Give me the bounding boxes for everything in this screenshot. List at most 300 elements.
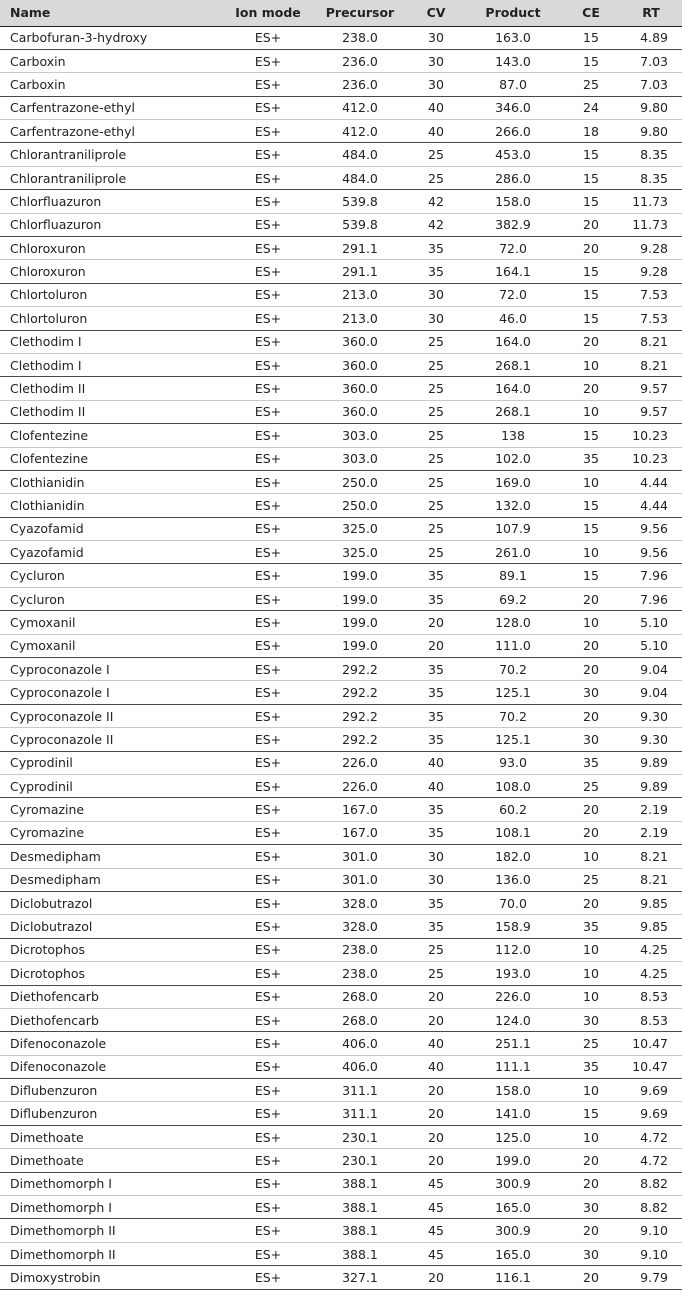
- table-row: [0, 260, 682, 283]
- cell-ion-mode: ES+: [224, 26, 312, 49]
- cell-name: Cycluron: [0, 564, 224, 587]
- cell-rt: 10.23: [620, 424, 682, 447]
- cell-precursor: 230.1: [312, 1125, 408, 1148]
- cell-name: Cyromazine: [0, 798, 224, 821]
- cell-ion-mode: ES+: [224, 49, 312, 72]
- cell-name: Cyproconazole II: [0, 728, 224, 751]
- cell-name: Difenoconazole: [0, 1032, 224, 1055]
- cell-ion-mode: ES+: [224, 447, 312, 470]
- table-row: [0, 821, 682, 844]
- cell-product: 102.0: [464, 447, 562, 470]
- cell-cv: 40: [408, 1032, 464, 1055]
- table-row: [0, 1219, 682, 1242]
- cell-product: 182.0: [464, 845, 562, 868]
- cell-cv: 40: [408, 1055, 464, 1078]
- cell-ce: 20: [562, 377, 620, 400]
- table-row: [0, 1125, 682, 1148]
- cell-name: Dicrotophos: [0, 938, 224, 961]
- cell-rt: 4.25: [620, 962, 682, 985]
- cell-ion-mode: ES+: [224, 891, 312, 914]
- cell-rt: 2.19: [620, 821, 682, 844]
- cell-cv: 25: [408, 400, 464, 423]
- cell-product: 268.1: [464, 400, 562, 423]
- table-row: [0, 634, 682, 657]
- cell-ce: 20: [562, 213, 620, 236]
- table-row: [0, 891, 682, 914]
- cell-ion-mode: ES+: [224, 166, 312, 189]
- table-row: [0, 190, 682, 213]
- cell-ce: 30: [562, 728, 620, 751]
- cell-precursor: 230.1: [312, 1149, 408, 1172]
- cell-product: 193.0: [464, 962, 562, 985]
- cell-precursor: 292.2: [312, 728, 408, 751]
- cell-ion-mode: ES+: [224, 962, 312, 985]
- cell-ion-mode: ES+: [224, 938, 312, 961]
- cell-rt: 9.56: [620, 541, 682, 564]
- cell-product: 108.1: [464, 821, 562, 844]
- cell-product: 268.1: [464, 353, 562, 376]
- cell-cv: 30: [408, 283, 464, 306]
- cell-ion-mode: ES+: [224, 1102, 312, 1125]
- cell-precursor: 199.0: [312, 587, 408, 610]
- cell-ce: 30: [562, 1196, 620, 1219]
- cell-rt: 2.19: [620, 798, 682, 821]
- cell-product: 165.0: [464, 1242, 562, 1265]
- cell-name: Chlorfluazuron: [0, 213, 224, 236]
- cell-product: 125.1: [464, 681, 562, 704]
- table-row: [0, 1266, 682, 1289]
- cell-ce: 15: [562, 49, 620, 72]
- cell-cv: 25: [408, 541, 464, 564]
- cell-product: 143.0: [464, 49, 562, 72]
- cell-name: Chloroxuron: [0, 237, 224, 260]
- cell-cv: 35: [408, 260, 464, 283]
- cell-cv: 35: [408, 798, 464, 821]
- cell-name: Dimethoate: [0, 1125, 224, 1148]
- cell-precursor: 303.0: [312, 424, 408, 447]
- table-row: [0, 1242, 682, 1265]
- cell-precursor: 213.0: [312, 283, 408, 306]
- cell-precursor: 213.0: [312, 307, 408, 330]
- cell-ion-mode: ES+: [224, 775, 312, 798]
- cell-rt: 9.28: [620, 237, 682, 260]
- table-row: [0, 400, 682, 423]
- cell-product: 125.0: [464, 1125, 562, 1148]
- cell-ce: 25: [562, 775, 620, 798]
- table-row: [0, 470, 682, 493]
- cell-rt: 9.57: [620, 377, 682, 400]
- cell-rt: 9.56: [620, 517, 682, 540]
- cell-ce: 15: [562, 424, 620, 447]
- cell-cv: 35: [408, 891, 464, 914]
- cell-product: 128.0: [464, 611, 562, 634]
- cell-rt: 4.44: [620, 494, 682, 517]
- cell-rt: 9.89: [620, 751, 682, 774]
- cell-rt: 7.53: [620, 283, 682, 306]
- cell-ce: 20: [562, 634, 620, 657]
- cell-ce: 20: [562, 704, 620, 727]
- cell-rt: 11.73: [620, 213, 682, 236]
- cell-name: Cyproconazole II: [0, 704, 224, 727]
- cell-name: Diflubenzuron: [0, 1079, 224, 1102]
- cell-precursor: 412.0: [312, 120, 408, 143]
- cell-precursor: 238.0: [312, 938, 408, 961]
- cell-rt: 4.89: [620, 26, 682, 49]
- cell-precursor: 250.0: [312, 470, 408, 493]
- cell-ion-mode: ES+: [224, 283, 312, 306]
- cell-ion-mode: ES+: [224, 1125, 312, 1148]
- cell-name: Cyazofamid: [0, 517, 224, 540]
- cell-precursor: 301.0: [312, 868, 408, 891]
- cell-ion-mode: ES+: [224, 73, 312, 96]
- table-row: [0, 1149, 682, 1172]
- cell-product: 164.1: [464, 260, 562, 283]
- cell-cv: 35: [408, 704, 464, 727]
- cell-product: 70.0: [464, 891, 562, 914]
- cell-cv: 20: [408, 611, 464, 634]
- cell-cv: 30: [408, 307, 464, 330]
- header-cv: CV: [408, 0, 464, 26]
- cell-product: 261.0: [464, 541, 562, 564]
- cell-cv: 45: [408, 1219, 464, 1242]
- cell-product: 72.0: [464, 237, 562, 260]
- table-row: [0, 26, 682, 49]
- cell-name: Clofentezine: [0, 447, 224, 470]
- cell-product: 72.0: [464, 283, 562, 306]
- cell-cv: 20: [408, 1125, 464, 1148]
- cell-precursor: 291.1: [312, 260, 408, 283]
- cell-product: 158.9: [464, 915, 562, 938]
- cell-precursor: 327.1: [312, 1266, 408, 1289]
- cell-cv: 45: [408, 1196, 464, 1219]
- cell-ion-mode: ES+: [224, 120, 312, 143]
- cell-name: Difenoconazole: [0, 1055, 224, 1078]
- cell-precursor: 226.0: [312, 751, 408, 774]
- cell-rt: 5.10: [620, 634, 682, 657]
- cell-product: 165.0: [464, 1196, 562, 1219]
- cell-product: 199.0: [464, 1149, 562, 1172]
- cell-rt: 4.72: [620, 1125, 682, 1148]
- table-row: [0, 307, 682, 330]
- cell-product: 93.0: [464, 751, 562, 774]
- cell-ce: 15: [562, 307, 620, 330]
- cell-precursor: 325.0: [312, 517, 408, 540]
- header-product: Product: [464, 0, 562, 26]
- header-name: Name: [0, 0, 224, 26]
- cell-name: Chlortoluron: [0, 283, 224, 306]
- cell-ion-mode: ES+: [224, 915, 312, 938]
- cell-precursor: 388.1: [312, 1219, 408, 1242]
- cell-name: Clethodim I: [0, 353, 224, 376]
- cell-precursor: 199.0: [312, 611, 408, 634]
- cell-ion-mode: ES+: [224, 868, 312, 891]
- cell-rt: 8.21: [620, 868, 682, 891]
- table-row: [0, 658, 682, 681]
- table-row: [0, 517, 682, 540]
- table-row: [0, 868, 682, 891]
- cell-cv: 25: [408, 494, 464, 517]
- cell-product: 164.0: [464, 377, 562, 400]
- cell-rt: 9.10: [620, 1242, 682, 1265]
- cell-rt: 4.25: [620, 938, 682, 961]
- cell-ion-mode: ES+: [224, 1149, 312, 1172]
- cell-rt: 8.82: [620, 1172, 682, 1195]
- table-row: [0, 704, 682, 727]
- cell-product: 111.0: [464, 634, 562, 657]
- cell-ce: 10: [562, 985, 620, 1008]
- cell-product: 164.0: [464, 330, 562, 353]
- table-row: [0, 611, 682, 634]
- cell-ion-mode: ES+: [224, 798, 312, 821]
- cell-name: Cycluron: [0, 587, 224, 610]
- table-row: [0, 120, 682, 143]
- header-row: [0, 0, 682, 26]
- cell-precursor: 226.0: [312, 775, 408, 798]
- table-row: [0, 985, 682, 1008]
- cell-cv: 30: [408, 26, 464, 49]
- cell-rt: 9.57: [620, 400, 682, 423]
- cell-rt: 7.53: [620, 307, 682, 330]
- table-row: [0, 962, 682, 985]
- cell-name: Carfentrazone-ethyl: [0, 120, 224, 143]
- cell-product: 70.2: [464, 658, 562, 681]
- cell-ce: 20: [562, 1219, 620, 1242]
- cell-product: 141.0: [464, 1102, 562, 1125]
- table-row: [0, 73, 682, 96]
- cell-rt: 7.96: [620, 564, 682, 587]
- cell-precursor: 268.0: [312, 985, 408, 1008]
- cell-name: Clethodim I: [0, 330, 224, 353]
- cell-rt: 8.53: [620, 1008, 682, 1031]
- cell-product: 124.0: [464, 1008, 562, 1031]
- cell-precursor: 539.8: [312, 190, 408, 213]
- cell-rt: 8.21: [620, 353, 682, 376]
- cell-precursor: 236.0: [312, 49, 408, 72]
- cell-product: 300.9: [464, 1172, 562, 1195]
- cell-ce: 20: [562, 891, 620, 914]
- cell-product: 453.0: [464, 143, 562, 166]
- cell-cv: 42: [408, 190, 464, 213]
- cell-cv: 20: [408, 1008, 464, 1031]
- cell-ce: 25: [562, 73, 620, 96]
- table-row: [0, 1196, 682, 1219]
- cell-precursor: 167.0: [312, 798, 408, 821]
- cell-ion-mode: ES+: [224, 1172, 312, 1195]
- cell-rt: 9.30: [620, 728, 682, 751]
- cell-name: Clofentezine: [0, 424, 224, 447]
- cell-ion-mode: ES+: [224, 634, 312, 657]
- cell-rt: 9.04: [620, 681, 682, 704]
- cell-product: 382.9: [464, 213, 562, 236]
- cell-product: 266.0: [464, 120, 562, 143]
- cell-cv: 35: [408, 564, 464, 587]
- cell-precursor: 311.1: [312, 1102, 408, 1125]
- cell-product: 46.0: [464, 307, 562, 330]
- cell-ce: 24: [562, 96, 620, 119]
- table-row: [0, 587, 682, 610]
- cell-name: Chlortoluron: [0, 307, 224, 330]
- cell-ion-mode: ES+: [224, 517, 312, 540]
- cell-ce: 10: [562, 1079, 620, 1102]
- cell-name: Cyprodinil: [0, 775, 224, 798]
- cell-rt: 10.47: [620, 1055, 682, 1078]
- cell-name: Dimethomorph II: [0, 1219, 224, 1242]
- cell-name: Cyromazine: [0, 821, 224, 844]
- cell-rt: 7.03: [620, 73, 682, 96]
- cell-ion-mode: ES+: [224, 564, 312, 587]
- cell-precursor: 328.0: [312, 915, 408, 938]
- table-row: [0, 494, 682, 517]
- table-row: [0, 330, 682, 353]
- cell-ce: 20: [562, 330, 620, 353]
- cell-cv: 30: [408, 73, 464, 96]
- table-row: [0, 564, 682, 587]
- cell-cv: 20: [408, 634, 464, 657]
- cell-ce: 25: [562, 868, 620, 891]
- cell-precursor: 199.0: [312, 564, 408, 587]
- cell-ce: 15: [562, 260, 620, 283]
- cell-name: Cymoxanil: [0, 634, 224, 657]
- cell-name: Clethodim II: [0, 377, 224, 400]
- cell-ce: 10: [562, 938, 620, 961]
- cell-cv: 40: [408, 751, 464, 774]
- cell-product: 158.0: [464, 1079, 562, 1102]
- cell-rt: 9.28: [620, 260, 682, 283]
- cell-name: Diflubenzuron: [0, 1102, 224, 1125]
- cell-cv: 35: [408, 728, 464, 751]
- cell-cv: 40: [408, 775, 464, 798]
- cell-ion-mode: ES+: [224, 377, 312, 400]
- cell-ce: 10: [562, 611, 620, 634]
- cell-ce: 20: [562, 798, 620, 821]
- cell-cv: 25: [408, 424, 464, 447]
- cell-precursor: 238.0: [312, 962, 408, 985]
- table-header: [0, 0, 682, 26]
- table-row: [0, 728, 682, 751]
- cell-name: Carbofuran-3-hydroxy: [0, 26, 224, 49]
- cell-ion-mode: ES+: [224, 1079, 312, 1102]
- cell-cv: 25: [408, 377, 464, 400]
- cell-precursor: 484.0: [312, 166, 408, 189]
- cell-name: Desmedipham: [0, 868, 224, 891]
- table-row: [0, 1032, 682, 1055]
- cell-name: Dimethomorph I: [0, 1196, 224, 1219]
- cell-ce: 10: [562, 353, 620, 376]
- cell-ce: 15: [562, 517, 620, 540]
- cell-rt: 9.69: [620, 1102, 682, 1125]
- cell-product: 111.1: [464, 1055, 562, 1078]
- cell-cv: 25: [408, 938, 464, 961]
- table-row: [0, 237, 682, 260]
- table-row: [0, 681, 682, 704]
- cell-ce: 10: [562, 845, 620, 868]
- cell-ion-mode: ES+: [224, 587, 312, 610]
- cell-precursor: 303.0: [312, 447, 408, 470]
- cell-cv: 45: [408, 1242, 464, 1265]
- cell-precursor: 167.0: [312, 821, 408, 844]
- table-row: [0, 377, 682, 400]
- cell-ce: 10: [562, 400, 620, 423]
- cell-product: 108.0: [464, 775, 562, 798]
- cell-cv: 35: [408, 658, 464, 681]
- cell-product: 89.1: [464, 564, 562, 587]
- table-row: [0, 1172, 682, 1195]
- cell-ion-mode: ES+: [224, 213, 312, 236]
- cell-name: Clethodim II: [0, 400, 224, 423]
- cell-name: Chlorfluazuron: [0, 190, 224, 213]
- cell-precursor: 388.1: [312, 1242, 408, 1265]
- cell-product: 158.0: [464, 190, 562, 213]
- cell-cv: 25: [408, 166, 464, 189]
- cell-name: Dimoxystrobin: [0, 1266, 224, 1289]
- cell-cv: 20: [408, 985, 464, 1008]
- cell-cv: 20: [408, 1266, 464, 1289]
- cell-name: Diethofencarb: [0, 1008, 224, 1031]
- cell-cv: 25: [408, 470, 464, 493]
- cell-product: 132.0: [464, 494, 562, 517]
- cell-ion-mode: ES+: [224, 237, 312, 260]
- table-row: [0, 49, 682, 72]
- cell-name: Clothianidin: [0, 470, 224, 493]
- cell-ce: 15: [562, 1102, 620, 1125]
- cell-ion-mode: ES+: [224, 1032, 312, 1055]
- cell-ce: 20: [562, 1149, 620, 1172]
- cell-name: Dicrotophos: [0, 962, 224, 985]
- cell-rt: 4.72: [620, 1149, 682, 1172]
- cell-ce: 20: [562, 1266, 620, 1289]
- cell-name: Cyproconazole I: [0, 681, 224, 704]
- cell-ce: 18: [562, 120, 620, 143]
- table-row: [0, 1102, 682, 1125]
- cell-ion-mode: ES+: [224, 1055, 312, 1078]
- cell-precursor: 388.1: [312, 1172, 408, 1195]
- table-row: [0, 96, 682, 119]
- cell-cv: 30: [408, 845, 464, 868]
- cell-rt: 9.69: [620, 1079, 682, 1102]
- cell-product: 138: [464, 424, 562, 447]
- cell-cv: 25: [408, 447, 464, 470]
- table-row: [0, 915, 682, 938]
- cell-ion-mode: ES+: [224, 190, 312, 213]
- cell-product: 112.0: [464, 938, 562, 961]
- cell-ion-mode: ES+: [224, 821, 312, 844]
- cell-ion-mode: ES+: [224, 353, 312, 376]
- cell-ce: 35: [562, 751, 620, 774]
- cell-rt: 9.79: [620, 1266, 682, 1289]
- cell-ion-mode: ES+: [224, 1219, 312, 1242]
- cell-ce: 30: [562, 681, 620, 704]
- cell-ion-mode: ES+: [224, 751, 312, 774]
- cell-precursor: 291.1: [312, 237, 408, 260]
- cell-precursor: 406.0: [312, 1055, 408, 1078]
- cell-product: 125.1: [464, 728, 562, 751]
- cell-product: 69.2: [464, 587, 562, 610]
- cell-cv: 42: [408, 213, 464, 236]
- cell-ion-mode: ES+: [224, 470, 312, 493]
- cell-cv: 40: [408, 120, 464, 143]
- cell-ion-mode: ES+: [224, 985, 312, 1008]
- cell-name: Carboxin: [0, 73, 224, 96]
- cell-precursor: 250.0: [312, 494, 408, 517]
- cell-cv: 35: [408, 587, 464, 610]
- cell-ce: 15: [562, 190, 620, 213]
- cell-cv: 35: [408, 821, 464, 844]
- table-row: [0, 447, 682, 470]
- cell-precursor: 325.0: [312, 541, 408, 564]
- cell-name: Desmedipham: [0, 845, 224, 868]
- cell-cv: 20: [408, 1079, 464, 1102]
- cell-ce: 15: [562, 166, 620, 189]
